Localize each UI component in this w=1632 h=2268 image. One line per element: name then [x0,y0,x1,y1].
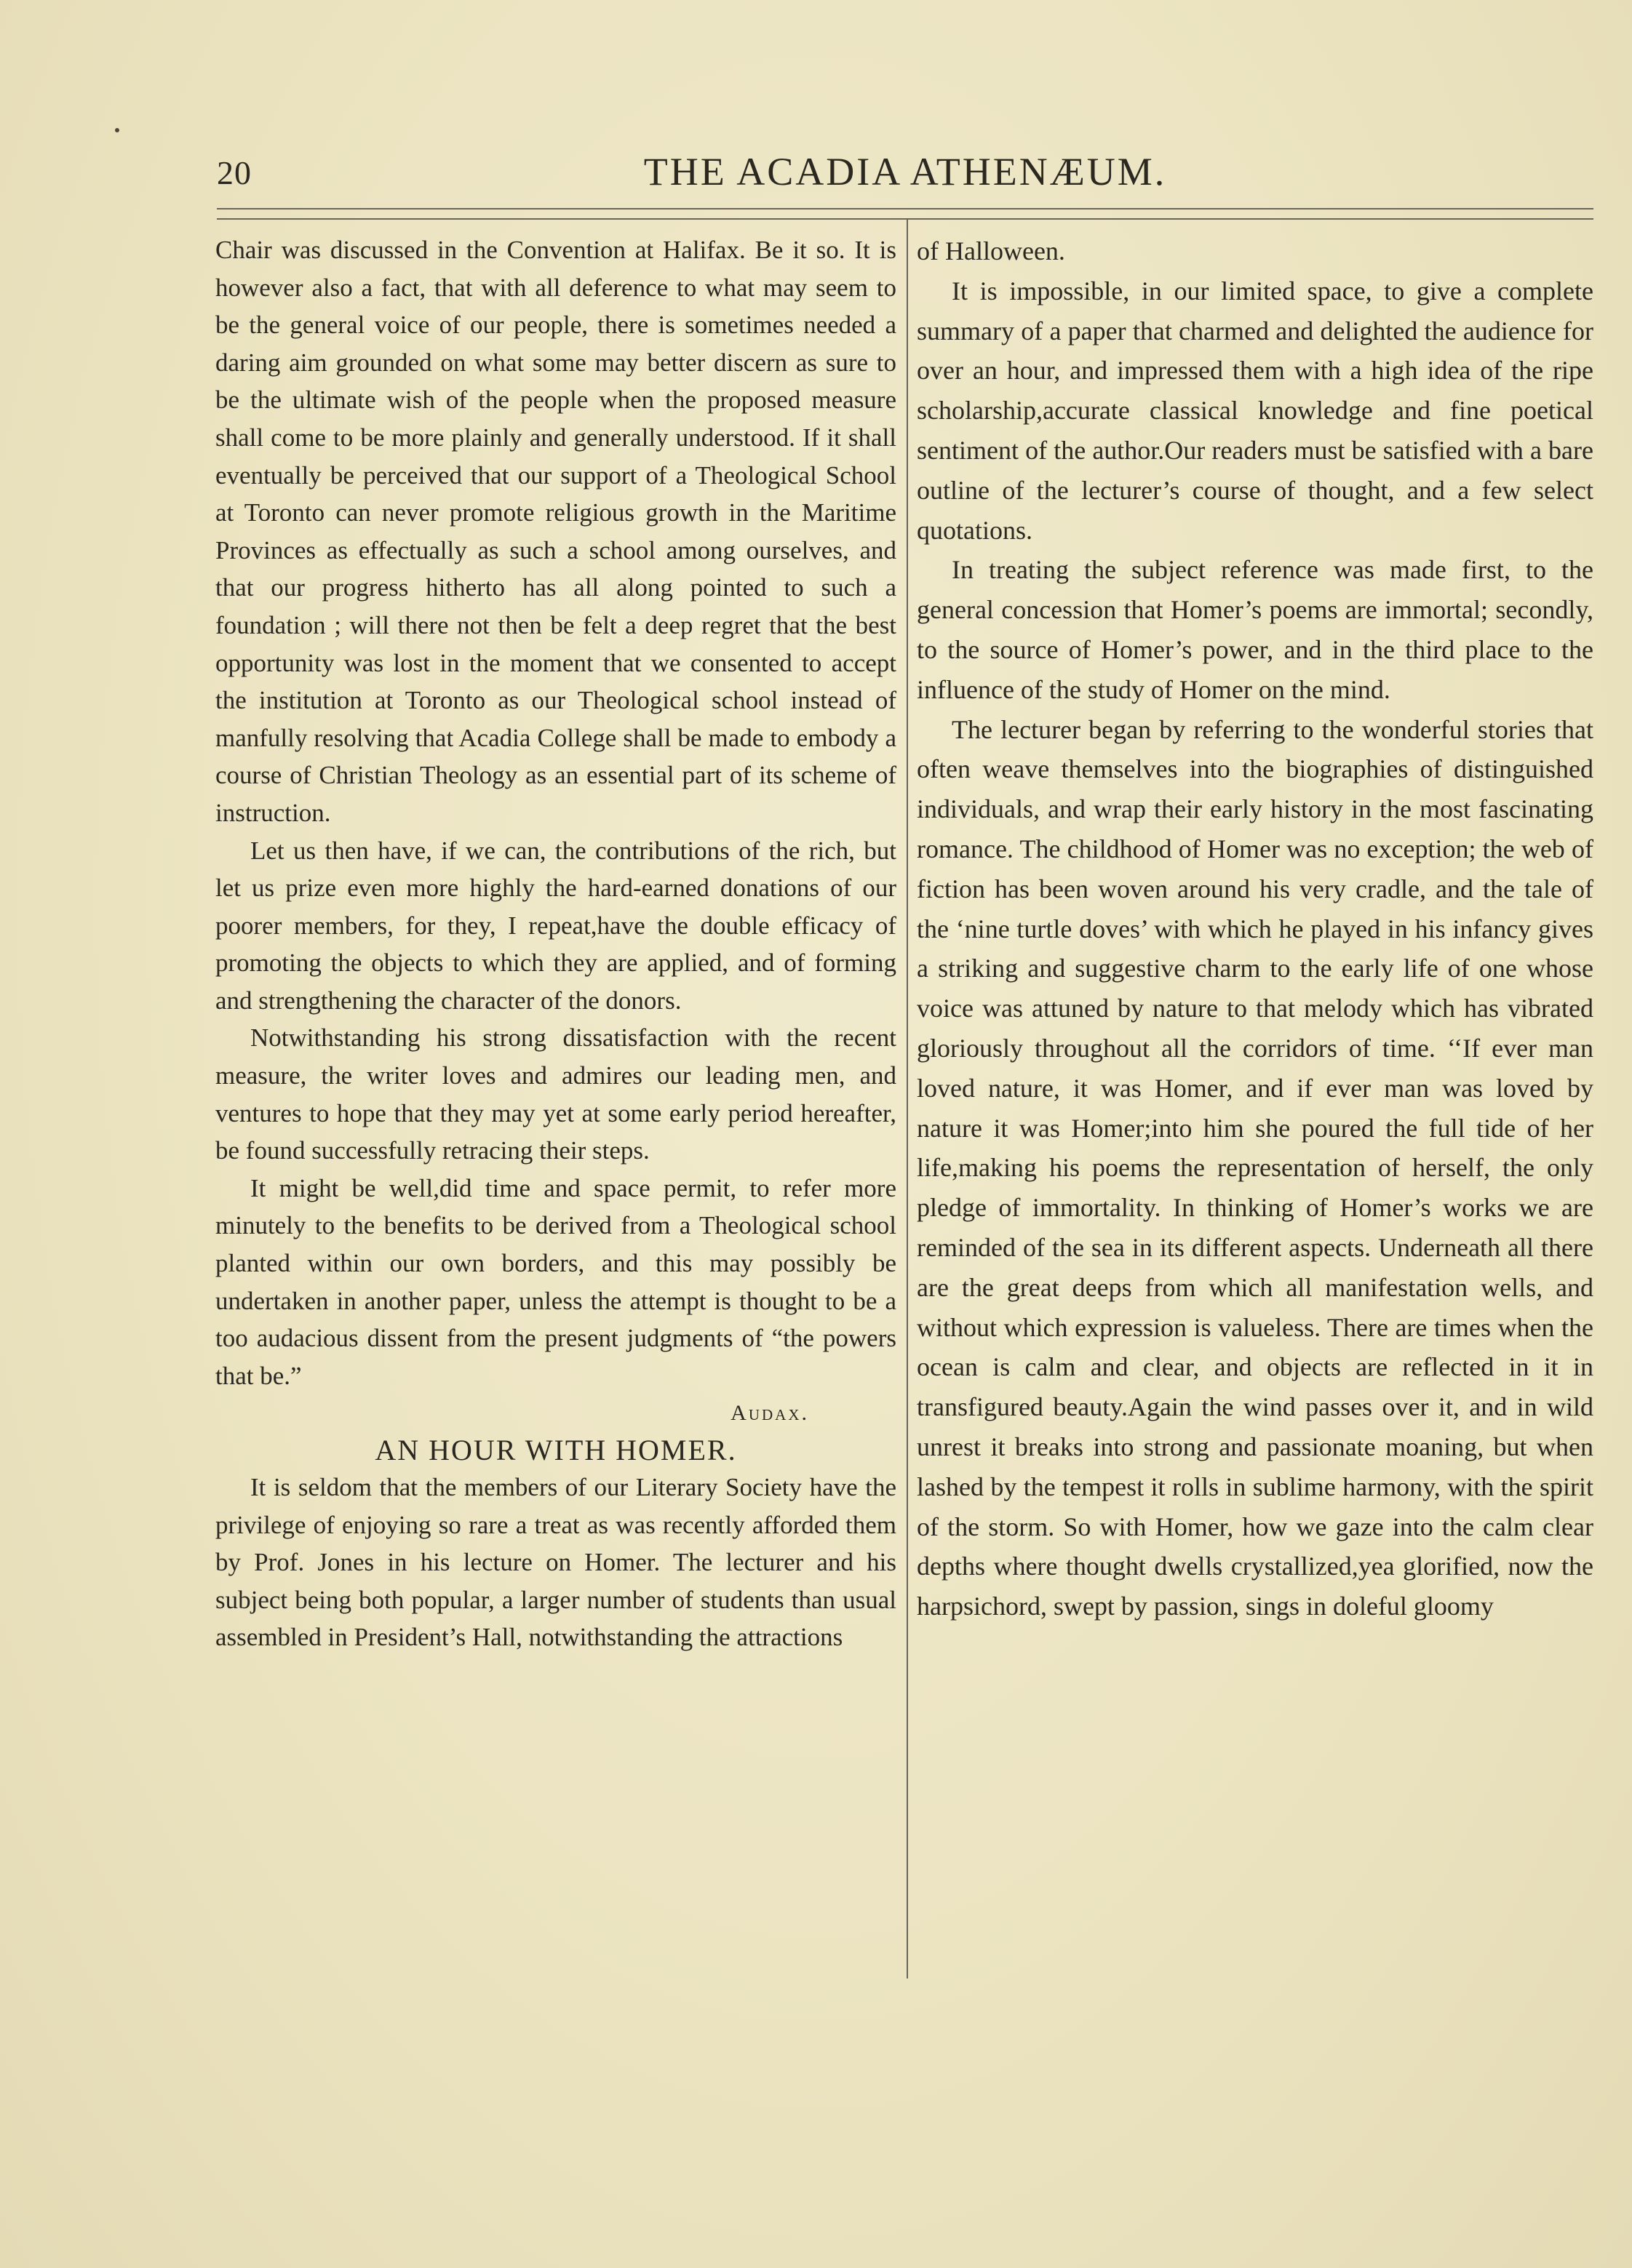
paragraph: It is seldom that the members of our Literary Society have the privilege of enjoying so rare a treat as was recently afforded them by Prof. Jones in his lecture on Homer. The lecturer and his subject being both popular, a larger number of students than usual assembled in President’s Hall, notwithstanding the attractions [215,1473,896,1652]
header-rule-bottom [217,218,1593,220]
section-heading: AN HOUR WITH HOMER. [375,1434,737,1466]
paragraph: It might be well,did time and space permit, to refer more minutely to the benefits to be derived from a Theological school planted within our own borders, and this may possibly be undertaken in another paper, unless the attempt is thought to be a too audacious dissent from the present judgments of “the powers that be.” [215,1173,896,1390]
paragraph: Let us then have, if we can, the contributions of the rich, but let us prize even more highly the hard-earned donations of our poorer members, for they, I repeat,have the double efficacy of promoting the objects to which they are applied, and of forming and strengthening the character of the donors. [215,836,896,1015]
header-rule-top [217,208,1593,209]
paragraph: The lecturer began by referring to the wonderful stories that often weave themselves into the biographies of distinguished individuals, and wrap their early history in the most fascinating romance. The childhood of Homer was no exception; the web of fiction has been woven around his very cradle, and the tale of the ‘nine turtle doves’ with which he played in his infancy gives a striking and suggestive charm to the early life of one whose voice was attuned by nature to that melody which has vibrated gloriously throughout all the corridors of time. ‘‘If ever man loved nature, it was Homer, and if ever man was loved by nature it was Homer;into him she poured the full tide of her life,making his poems the representation of herself, the only pledge of immortality. In thinking of Homer’s works we are reminded of the sea in its different aspects. Underneath all there are the great deeps from which all manifestation wells, and without which expression is valueless. There are times when the ocean is calm and clear, and objects are reflected in it in transfigured beauty.Again the wind passes over it, and in wild unrest it breaks into strong and passionate moaning, but when lashed by the tempest it rolls in sublime harmony, with the spirit of the storm. So with Homer, how we gaze into the calm clear depths where thought dwells crystallized,yea glorified, now the harpsichord, swept by passion, sings in doleful gloomy [917,714,1593,1621]
right-column [917,231,1593,1626]
paragraph: Notwithstanding his strong dissatisfaction with the recent measure, the writer loves and admires our leading men, and ventures to hope that they may yet at some early period hereafter, be found successfully retracing their steps. [215,1023,896,1165]
paragraph: of Halloween. [917,236,1065,265]
paragraph: Chair was discussed in the Convention at Halifax. Be it so. It is however also a fact, that with all deference to what may seem to be the general voice of our people, there is sometimes needed a daring aim grounded on what some may better discern as sure to be the ultimate wish of the people when the proposed measure shall come to be more plainly and generally understood. If it shall eventually be perceived that our support of a Theological School at Toronto can never promote religious growth in the Maritime Provinces as effectually as such a school among ourselves, and that our progress hitherto has all along pointed to such a foundation ; will there not then be felt a deep regret that the best opportunity was lost in the moment that we consented to accept the institution at Toronto as our Theological school instead of manfully resolving that Acadia College shall be made to embody a course of Christian Theology as an essential part of its scheme of instruction. [215,236,896,827]
left-column [215,231,896,1656]
author-signature: Audax. [731,1401,809,1426]
paragraph: It is impossible, in our limited space, to give a complete summary of a paper that charmed and delighted the audience for over an hour, and impressed them with a high idea of the ripe scholarship,accurate classical knowledge and fine poetical sentiment of the author.Our readers must be satisfied with a bare outline of the lecturer’s course of thought, and a few select quotations. [917,276,1593,545]
column-divider [907,218,908,1978]
page-header [217,149,1593,200]
paragraph: In treating the subject reference was made first, to the general concession that Homer’s poems are immortal; secondly, to the source of Homer’s power, and in the third place to the influence of the study of Homer on the mind. [917,555,1593,704]
running-title: THE ACADIA ATHENÆUM. [643,150,1167,193]
page-number: 20 [217,154,252,191]
ink-speck [115,128,119,132]
